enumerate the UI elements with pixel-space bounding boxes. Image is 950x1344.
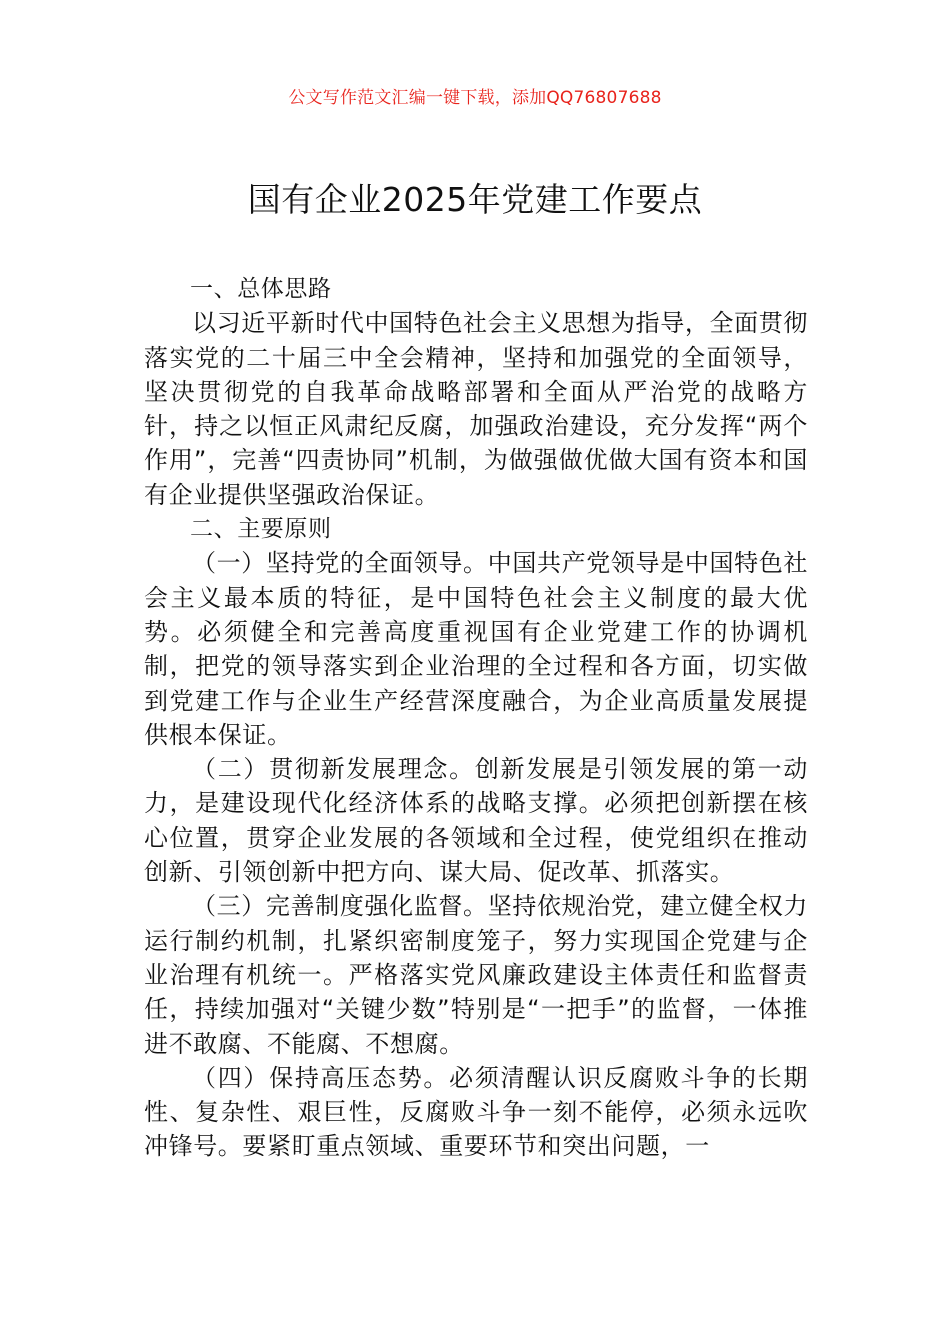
paragraph-principle-4: （四）保持高压态势。必须清醒认识反腐败斗争的长期性、复杂性、艰巨性，反腐败斗争一刻不能停，必须永远吹冲锋号。要紧盯重点领域、重要环节和突出问题，一 [144,1063,808,1161]
section-heading-overall-approach: 一、总体思路 [190,276,332,302]
paragraph-principle-3: （三）完善制度强化监督。坚持依规治党，建立健全权力运行制约机制，扎紧织密制度笼子，努力实现国企党建与企业治理有机统一。严格落实党风廉政建设主体责任和监督责任，持续加强对“关键少数”特别是“一把手”的监督，一体推进不敢腐、不能腐、不想腐。 [144,892,808,1058]
section-heading-main-principles: 二、主要原则 [190,516,332,543]
document-title: 国有企业2025年党建工作要点 [247,180,703,219]
document-body [144,272,808,1164]
promo-banner: 公文写作范文汇编一键下载，添加QQ76807688 [288,88,662,108]
paragraph-principle-2: （二）贯彻新发展理念。创新发展是引领发展的第一动力，是建设现代化经济体系的战略支撑。必须把创新摆在核心位置，贯穿企业发展的各领域和全过程，使党组织在推动创新、引领创新中把方向、谋大局、促改革、抓落实。 [144,755,808,887]
paragraph-overall-approach: 以习近平新时代中国特色社会主义思想为指导，全面贯彻落实党的二十届三中全会精神，坚持和加强党的全面领导，坚决贯彻党的自我革命战略部署和全面从严治党的战略方针，持之以恒正风肃纪反腐，加强政治建设，充分发挥“两个作用”，完善“四责协同”机制，为做强做优做大国有资本和国有企业提供坚强政治保证。 [144,309,808,509]
paragraph-principle-1: （一）坚持党的全面领导。中国共产党领导是中国特色社会主义最本质的特征，是中国特色社会主义制度的最大优势。必须健全和完善高度重视国有企业党建工作的协调机制，把党的领导落实到企业治理的全过程和各方面，切实做到党建工作与企业生产经营深度融合，为企业高质量发展提供根本保证。 [144,549,808,749]
